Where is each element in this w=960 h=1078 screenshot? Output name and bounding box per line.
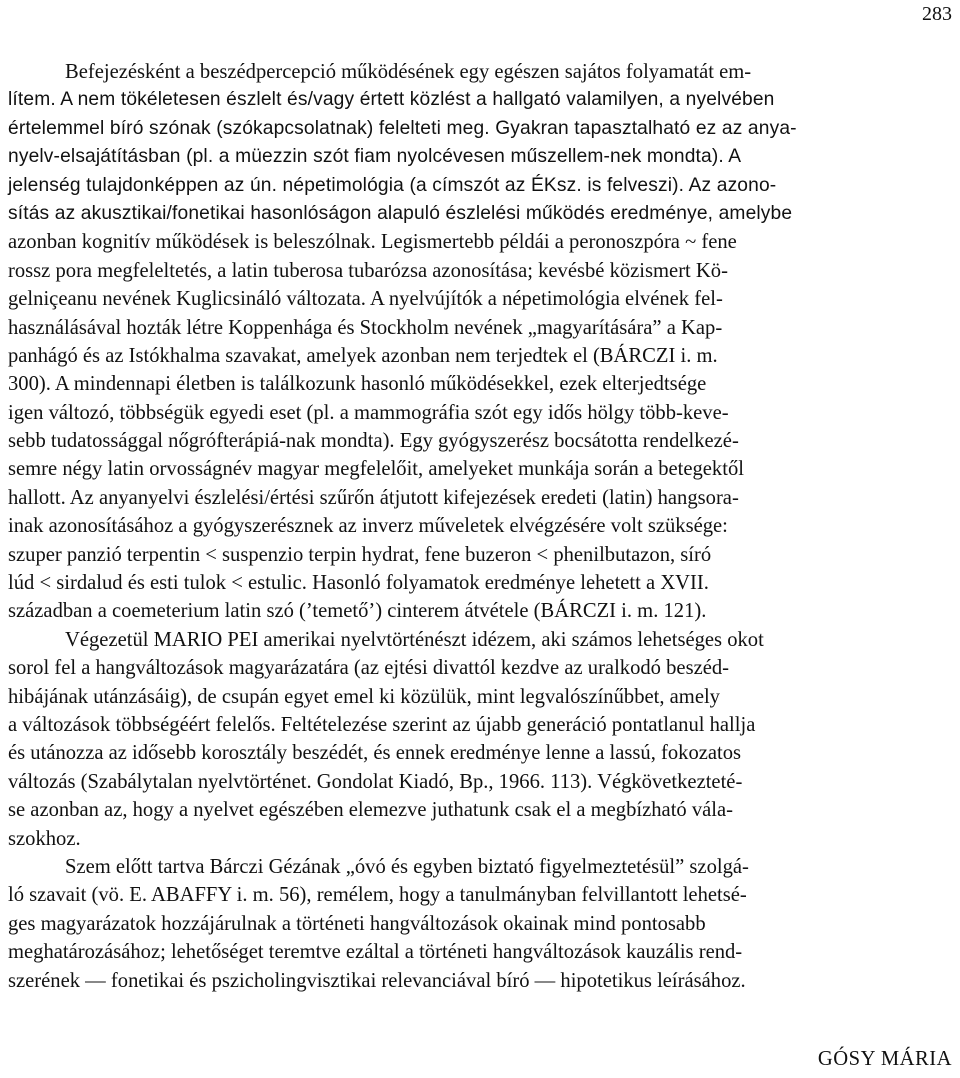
text-line: értelemmel bíró szónak (szókapcsolatnak) felelteti meg. Gyakran tapasztalható ez az anya- xyxy=(8,117,797,139)
text-line: jelenség tulajdonképpen az ún. népetimológia (a címszót az ÉKsz. is felveszi). Az azono- xyxy=(8,174,777,196)
text-line: hallott. Az anyanyelvi észlelési/értési szűrőn átjutott kifejezések eredeti (latin) hangsora- xyxy=(8,486,739,509)
text-line: szuper panzió terpentin < suspenzio terpin hydrat, fene buzeron < phenilbutazon, síró xyxy=(8,543,712,566)
text-line: a változások többségéért felelős. Feltételezése szerint az újabb generáció pontatlanul hallja xyxy=(8,713,756,736)
text-line: gelniçeanu nevének Kuglicsináló változata. A nyelvújítók a népetimológia elvének fel- xyxy=(8,288,723,311)
text-line: semre négy latin orvosságnév magyar megfelelőit, amelyeket munkája során a betegektől xyxy=(8,458,744,481)
text-line: szerének — fonetikai és pszicholingvisztikai relevanciával bíró — hipotetikus leírásához. xyxy=(8,969,746,992)
text-line: rossz pora megfeleltetés, a latin tuberosa tubarózsa azonosítása; kevésbé közismert Kö- xyxy=(8,259,728,282)
text-line: azonban kognitív működések is beleszólnak. Legismertebb példái a peronoszpóra ~ fene xyxy=(8,231,737,254)
text-line: lúd < sirdalud és esti tulok < estulic. Hasonló folyamatok eredménye lehetett a XVII. xyxy=(8,572,709,595)
text-line: sorol fel a hangváltozások magyarázatára (az ejtési divattól kezdve az uralkodó beszéd- xyxy=(8,657,730,680)
text-line: sebb tudatossággal nőgrófterápiá-nak mondta). Egy gyógyszerész bocsátotta rendelkezé- xyxy=(8,430,739,453)
text-line: meghatározásához; lehetőséget teremtve ezáltal a történeti hangváltozások kauzális rend- xyxy=(8,941,743,964)
text-line: sítás az akusztikai/fonetikai hasonlóságon alapuló észlelési működés eredménye, amelybe xyxy=(8,202,793,224)
text-line: inak azonosításához a gyógyszerésznek az inverz műveletek elvégzésére volt szüksége: xyxy=(8,515,728,538)
text-line: és utánozza az idősebb korosztály beszédét, és ennek eredménye lenne a lassú, fokozatos xyxy=(8,742,742,765)
text-line: lítem. A nem tökéletesen észlelt és/vagy értett közlést a hallgató valamilyen, a nyelvében xyxy=(8,89,775,111)
text-line: igen változó, többségük egyedi eset (pl. a mammográfia szót egy idős hölgy több-keve- xyxy=(8,401,729,424)
text-line: században a coemeterium latin szó (’temető’) cinterem átvétele (BÁRCZI i. m. 121). xyxy=(8,600,707,623)
text-line: Szem előtt tartva Bárczi Gézának „óvó és egyben biztató figyelmeztetésül” szolgá- xyxy=(65,855,749,878)
text-line: panhágó és az Istókhalma szavakat, amelyek azonban nem terjedtek el (BÁRCZI i. m. xyxy=(8,344,718,367)
body-text xyxy=(8,58,952,995)
text-line: változás (Szabálytalan nyelvtörténet. Gondolat Kiadó, Bp., 1966. 113). Végkövetkezteté- xyxy=(8,770,743,793)
text-line: Befejezésként a beszédpercepció működésének egy egészen sajátos folyamatát em- xyxy=(65,61,752,83)
text-line: szokhoz. xyxy=(8,827,81,850)
page-number: 283 xyxy=(922,3,952,25)
text-line: használásával hozták létre Koppenhága és Stockholm nevének „magyarítására” a Kap- xyxy=(8,316,723,339)
text-line: Végezetül MARIO PEI amerikai nyelvtörténészt idézem, aki számos lehetséges okot xyxy=(65,628,764,651)
text-line: 300). A mindennapi életben is találkozunk hasonló működésekkel, ezek elterjedtsége xyxy=(8,373,707,396)
text-line: nyelv-elsajátításban (pl. a müezzin szót fiam nyolcévesen műszellem-nek mondta). A xyxy=(8,146,742,168)
text-line: ges magyarázatok hozzájárulnak a történeti hangváltozások okainak mind pontosabb xyxy=(8,912,706,935)
text-line: hibájának utánzásáig), de csupán egyet emel ki közülük, mint legvalószínűbbet, amely xyxy=(8,685,720,708)
author-signature: GÓSY MÁRIA xyxy=(817,1048,952,1070)
text-line: se azonban az, hogy a nyelvet egészében elemezve juthatunk csak el a megbízható vála- xyxy=(8,799,734,822)
text-line: ló szavait (vö. E. ABAFFY i. m. 56), remélem, hogy a tanulmányban felvillantott lehetsé- xyxy=(8,884,747,907)
